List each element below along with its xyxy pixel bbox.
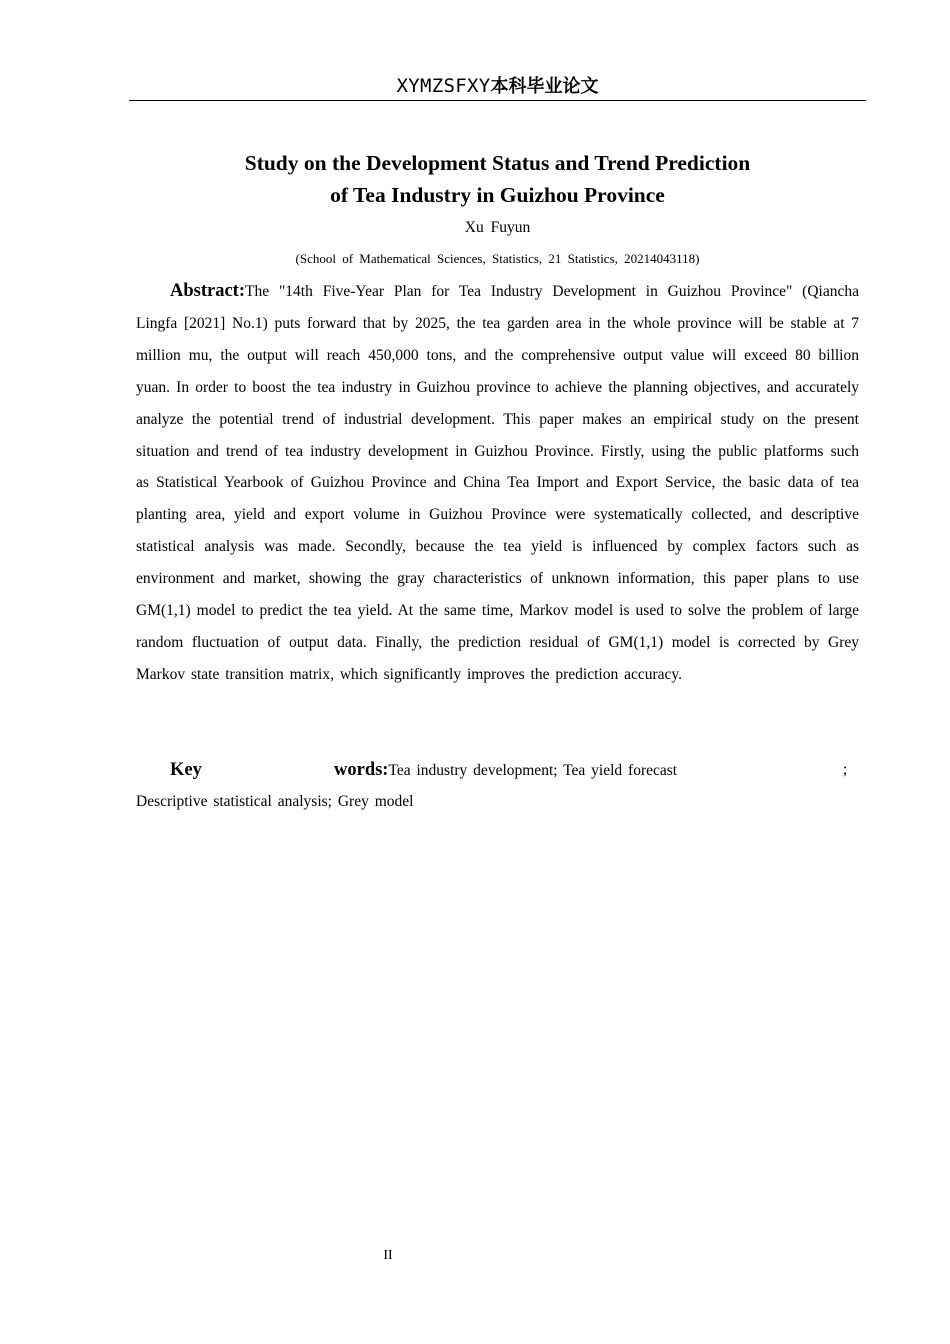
- author-name: Xu Fuyun: [464, 219, 531, 236]
- running-header: [129, 72, 866, 101]
- keywords-first-line: [334, 754, 677, 787]
- title-line-2: of Tea Industry in Guizhou Province: [330, 183, 665, 207]
- paper-title: [129, 147, 866, 211]
- title-line-1: Study on the Development Status and Trend Prediction: [244, 151, 751, 175]
- abstract-label: Abstract:: [170, 281, 246, 301]
- keywords-separator: ;: [843, 761, 848, 778]
- abstract-paragraph: [136, 276, 859, 691]
- keywords-section: [136, 754, 859, 818]
- abstract-text: The "14th Five-Year Plan for Tea Industry Development in Guizhou Province" (Qiancha Lingfa [2021] No.1) puts forward that by 2025, the tea garden area in the whole province will be stable at 7 million mu, the output will reach 450,000 tons, and the comprehensive output value will exceed 80 billion yuan. In order to boost the tea industry in Guizhou province to achieve the planning objectives, and accurately analyze the potential trend of industrial development. This paper makes an empirical study on the present situation and trend of tea industry development in Guizhou Province. Firstly, using the public platforms such as Statistical Yearbook of Guizhou Province and China Tea Import and Export Service, the basic data of tea planting area, yield and export volume in Guizhou Province were systematically collected, and descriptive statistical analysis was made. Secondly, because the tea yield is influenced by complex factors such as environment and market, showing the gray characteristics of unknown information, this paper plans to use GM(1,1) model to predict the tea yield. At the same time, Markov model is used to solve the problem of large random fluctuation of output data. Finally, the prediction residual of GM(1,1) model is corrected by Grey Markov state transition matrix, which significantly improves the prediction accuracy.: [136, 283, 859, 683]
- keywords-text-line-1: Tea industry development; Tea yield forecast: [388, 762, 678, 779]
- author-affiliation: (School of Mathematical Sciences, Statistics, 21 Statistics, 20214043118): [295, 251, 700, 266]
- keywords-label-words: words:: [334, 760, 389, 780]
- keywords-line-1: [136, 754, 859, 786]
- abstract-section: [136, 276, 859, 691]
- header-chinese-text: 本科毕业论文: [490, 76, 599, 97]
- keywords-label-key: Key: [170, 760, 202, 780]
- page-number: II: [383, 1248, 393, 1263]
- header-text: XYMZSFXY: [396, 75, 491, 97]
- keywords-text-line-2: Descriptive statistical analysis; Grey model: [136, 793, 414, 810]
